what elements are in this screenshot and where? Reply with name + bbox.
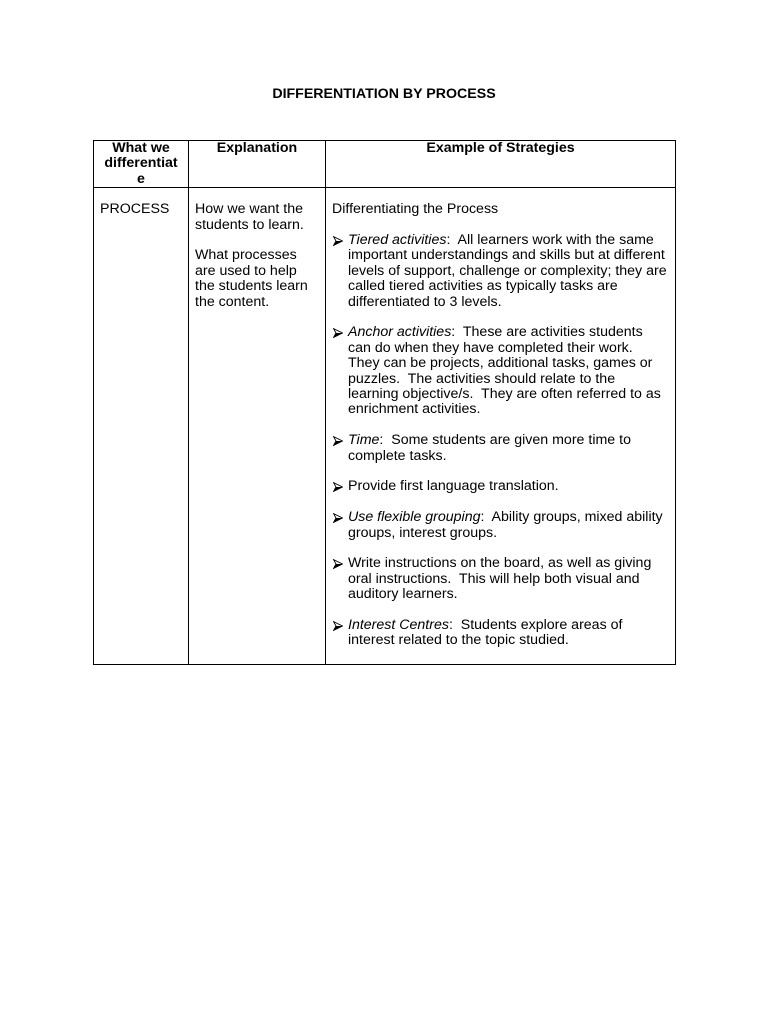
arrowhead-bullet-icon <box>333 328 343 338</box>
arrowhead-bullet-icon <box>333 436 343 446</box>
list-item-text: : All learners work with the same <box>446 232 654 249</box>
list-item-text-line: groups, interest groups. <box>348 524 498 541</box>
table-body-row <box>94 188 675 664</box>
list-item-text-line: learning objective/s. They are often referred to as <box>348 385 661 402</box>
header-text-line: Example of Strategies <box>426 140 575 156</box>
header-text-line: differentiat <box>104 155 178 172</box>
cell-what-we-differentiate <box>94 188 189 664</box>
explanation-paragraph <box>195 248 319 310</box>
cell-text-line: How we want the <box>195 201 304 218</box>
list-item-text-line: puzzles. The activities should relate to the <box>348 370 616 387</box>
cell-text-line: students to learn. <box>195 216 304 233</box>
list-item-text-line: Write instructions on the board, as well as giving <box>348 555 652 572</box>
list-item-text-line: They can be projects, additional tasks, games or <box>348 355 653 372</box>
strategy-list-item <box>332 233 669 310</box>
strategy-list-item <box>332 510 669 541</box>
strategy-term: Time <box>348 432 380 449</box>
list-item-text-line: important understandings and skills but at different <box>348 247 665 264</box>
list-item-text: : Ability groups, mixed ability <box>480 509 663 526</box>
list-item-text-line: interest related to the topic studied. <box>348 632 569 649</box>
list-item-text-line <box>348 233 669 248</box>
table-header-row <box>94 141 675 188</box>
strategy-term: Tiered activities <box>348 232 447 249</box>
strategy-term: Interest Centres <box>348 616 449 633</box>
header-cell-example-of-strategies <box>326 141 675 187</box>
list-item-text-line: differentiated to 3 levels. <box>348 293 502 310</box>
list-item-text-line <box>348 510 669 525</box>
header-cell-explanation <box>189 141 326 187</box>
cell-text-line: PROCESS <box>100 201 170 218</box>
strategy-list-item <box>332 618 669 649</box>
strategy-term: Anchor activities <box>348 324 452 341</box>
list-item-text-line <box>348 433 669 448</box>
list-item-text-line: called tiered activities as typically tasks are <box>348 278 618 295</box>
arrowhead-bullet-icon <box>333 559 343 569</box>
arrowhead-bullet-icon <box>333 482 343 492</box>
cell-text-line: What processes <box>195 247 297 264</box>
list-item-text-line: complete tasks. <box>348 447 447 464</box>
header-text-line: What we <box>112 140 170 156</box>
list-item-text-line: levels of support, challenge or complexity; they are <box>348 262 667 279</box>
list-item-text: : These are activities students <box>451 324 643 341</box>
arrowhead-bullet-icon <box>333 621 343 631</box>
arrowhead-bullet-icon <box>333 513 343 523</box>
list-item-text-line <box>348 325 669 340</box>
list-item-text: : Students explore areas of <box>448 616 623 633</box>
list-item-text-line: Provide first language translation. <box>348 478 559 495</box>
list-item-text-line <box>348 618 669 633</box>
list-item-text-line: can do when they have completed their work. <box>348 339 633 356</box>
strategy-list-item <box>332 556 669 602</box>
header-text-line: e <box>137 170 145 187</box>
strategy-term: Use flexible grouping <box>348 509 481 526</box>
arrowhead-bullet-icon <box>333 236 343 246</box>
strategy-list-item <box>332 479 669 494</box>
list-item-text-line: enrichment activities. <box>348 401 481 418</box>
cell-text-line: the students learn <box>195 278 308 295</box>
cell-explanation <box>189 188 326 664</box>
list-item-text-line: oral instructions. This will help both visual and <box>348 570 640 587</box>
strategy-list-item <box>332 325 669 417</box>
header-text-line: Explanation <box>216 140 298 156</box>
strategies-heading <box>332 202 669 217</box>
cell-text-line: Differentiating the Process <box>332 201 499 218</box>
cell-example-of-strategies <box>326 188 675 664</box>
page-title: DIFFERENTIATION BY PROCESS <box>272 86 496 102</box>
list-item-text-line: auditory learners. <box>348 586 458 603</box>
strategy-table <box>93 140 676 665</box>
header-cell-what-we-differentiate <box>94 141 189 187</box>
explanation-paragraph <box>195 202 319 233</box>
strategy-list-item <box>332 433 669 464</box>
list-item-text: : Some students are given more time to <box>379 432 631 449</box>
cell-text-line: the content. <box>195 293 270 310</box>
cell-text-line: are used to help <box>195 262 297 279</box>
